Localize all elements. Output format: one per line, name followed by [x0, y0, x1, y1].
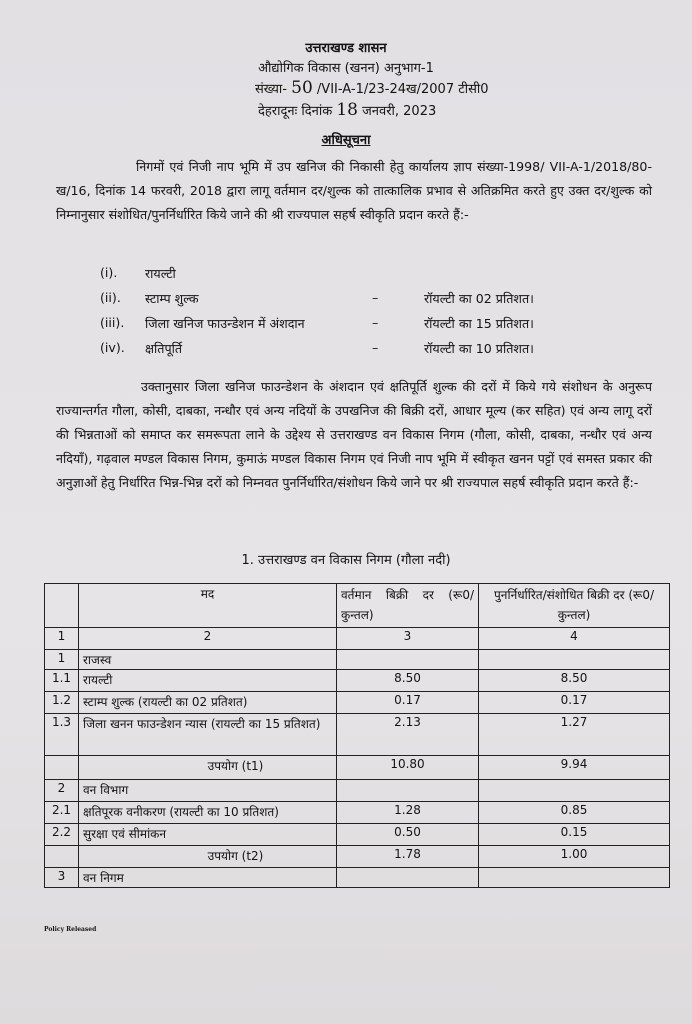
list-item-number: (ii).: [100, 290, 121, 305]
table-cell-c2: स्टाम्प शुल्क (रायल्टी का 02 प्रतिशत): [79, 692, 337, 714]
header-cell: वर्तमान बिक्री दर (रू0/कुन्तल): [337, 584, 479, 628]
table-cell-c1: 3: [45, 868, 79, 888]
table-cell-c3: [337, 650, 479, 670]
header-number: संख्या- 50 /VII-A-1/23-24ख/2007 टीसी0: [255, 78, 489, 98]
table-cell-c4: 0.17: [479, 692, 670, 714]
table-cell-c2: उपयोग (t2): [79, 846, 337, 868]
table-cell-c3: 8.50: [337, 670, 479, 692]
table-cell-c4: 8.50: [479, 670, 670, 692]
table-cell-c4: 0.85: [479, 802, 670, 824]
table-cell-c1: [45, 756, 79, 780]
table-header-row: [45, 584, 670, 628]
list-item-value: रॉयल्टी का 02 प्रतिशत।: [424, 291, 534, 306]
table-cell-c1: [45, 846, 79, 868]
table-cell-c3: 1.28: [337, 802, 479, 824]
table-cell-c1: 1: [45, 650, 79, 670]
paragraph-1: निगमों एवं निजी नाप भूमि में उप खनिज की निकासी हेतु कार्यालय ज्ञाप संख्या-1998/ VII-A-1/2018/80-ख/16, दिनांक 14 फरवरी, 2018 द्वारा लागू वर्तमान दर/शुल्क को तात्कालिक प्रभाव से अतिक्रमित करते हुए उक्त दर/शुल्क को निम्नानुसार संशोधित/पुनर्निर्धारित किये जाने की श्री राज्यपाल सहर्ष स्वीकृति प्रदान करते हैं:-: [56, 159, 652, 222]
list-item-dash: –: [372, 340, 379, 355]
table-cell-c3: [337, 868, 479, 888]
header-cell: पुनर्निर्धारित/संशोधित बिक्री दर (रू0/कुन्तल): [479, 584, 670, 628]
table-index-row: [45, 628, 670, 650]
table-row: [45, 650, 670, 670]
notification-title: अधिसूचना: [321, 133, 371, 148]
table-cell-c3: [337, 780, 479, 802]
list-item-dash: –: [372, 315, 379, 330]
table-cell-c2: उपयोग (t1): [79, 756, 337, 780]
table-cell-c3: 1.78: [337, 846, 479, 868]
table-cell-c2: वन विभाग: [79, 780, 337, 802]
list-item-value: रॉयल्टी का 10 प्रतिशत।: [424, 341, 534, 356]
table-cell-c4: 1.00: [479, 846, 670, 868]
index-cell: 1: [45, 628, 79, 650]
handwritten-date: 18: [336, 100, 358, 120]
table-row: [45, 780, 670, 802]
handwritten-number: 50: [291, 78, 313, 98]
table-cell-c2: राजस्व: [79, 650, 337, 670]
header-government: उत्तराखण्ड शासन: [305, 41, 387, 56]
list-item-number: (i).: [100, 265, 118, 280]
table-cell-c1: 1.3: [45, 714, 79, 756]
table-cell-c3: 0.50: [337, 824, 479, 846]
header-cell: मद: [79, 584, 337, 628]
table-cell-c1: 2: [45, 780, 79, 802]
index-cell: 2: [79, 628, 337, 650]
table-row: [45, 846, 670, 868]
table-row: [45, 802, 670, 824]
table-title: 1. उत्तराखण्ड वन विकास निगम (गौला नदी): [241, 553, 451, 568]
table-row: [45, 670, 670, 692]
list-item-label: जिला खनिज फाउन्डेशन में अंशदान: [145, 316, 305, 331]
table-cell-c1: 1.1: [45, 670, 79, 692]
table-row: [45, 692, 670, 714]
table-cell-c3: 10.80: [337, 756, 479, 780]
footer-note: Policy Released: [44, 926, 97, 933]
table-cell-c3: 2.13: [337, 714, 479, 756]
index-cell: 4: [479, 628, 670, 650]
table-cell-c4: [479, 868, 670, 888]
table-cell-c2: क्षतिपूरक वनीकरण (रायल्टी का 10 प्रतिशत): [79, 802, 337, 824]
table-cell-c4: [479, 780, 670, 802]
table-cell-c1: 2.2: [45, 824, 79, 846]
table-cell-c1: 2.1: [45, 802, 79, 824]
header-place-date: देहरादूनः दिनांक 18 जनवरी, 2023: [258, 100, 437, 120]
table-cell-c2: वन निगम: [79, 868, 337, 888]
list-item-dash: –: [372, 290, 379, 305]
table-cell-c2: रायल्टी: [79, 670, 337, 692]
table-row: [45, 868, 670, 888]
table-cell-c2: सुरक्षा एवं सीमांकन: [79, 824, 337, 846]
table-row: [45, 756, 670, 780]
rates-table: [44, 583, 670, 888]
list-item-label: रायल्टी: [145, 266, 176, 281]
list-item-number: (iv).: [100, 340, 125, 355]
header-cell: [45, 584, 79, 628]
list-item-label: स्टाम्प शुल्क: [145, 291, 199, 306]
table-cell-c1: 1.2: [45, 692, 79, 714]
table-cell-c4: 1.27: [479, 714, 670, 756]
table-cell-c4: 0.15: [479, 824, 670, 846]
paragraph-2: उक्तानुसार जिला खनिज फाउन्डेशन के अंशदान एवं क्षतिपूर्ति शुल्क की दरों में किये गये संशोधन के अनुरूप राज्यान्तर्गत गौला, कोसी, दाबका, नन्धौर एवं अन्य नदियों के उपखनिज की बिक्री दरों, आधार मूल्य (कर सहित) एवं अन्य लागू दरों की भिन्नताओं को समाप्त कर समरूपता लाने के उद्देश्य से उत्तराखण्ड वन विकास निगम (गौला, कोसी, दाबका, नन्धौर एवं अन्य नदियाँ), गढ़वाल मण्डल विकास निगम, कुमाऊं मण्डल विकास निगम एवं निजी नाप भूमि में स्वीकृत खनन पट्टों एवं समस्त प्रकार की अनुज्ञाओं हेतु निर्धारित भिन्न-भिन्न दरों को निम्नवत पुनर्निर्धारित/संशोधन किये जाने पर श्री राज्यपाल सहर्ष स्वीकृति प्रदान करते हैं:-: [56, 379, 652, 490]
list-item-label: क्षतिपूर्ति: [145, 341, 183, 356]
list-item-value: रॉयल्टी का 15 प्रतिशत।: [424, 316, 534, 331]
table-row: [45, 824, 670, 846]
index-cell: 3: [337, 628, 479, 650]
table-cell-c4: [479, 650, 670, 670]
table-cell-c2: जिला खनन फाउन्डेशन न्यास (रायल्टी का 15 प्रतिशत): [79, 714, 337, 756]
table-row: [45, 714, 670, 756]
table-cell-c4: 9.94: [479, 756, 670, 780]
header-department: औद्योगिक विकास (खनन) अनुभाग-1: [258, 61, 434, 76]
list-item-number: (iii).: [100, 315, 125, 330]
table-cell-c3: 0.17: [337, 692, 479, 714]
